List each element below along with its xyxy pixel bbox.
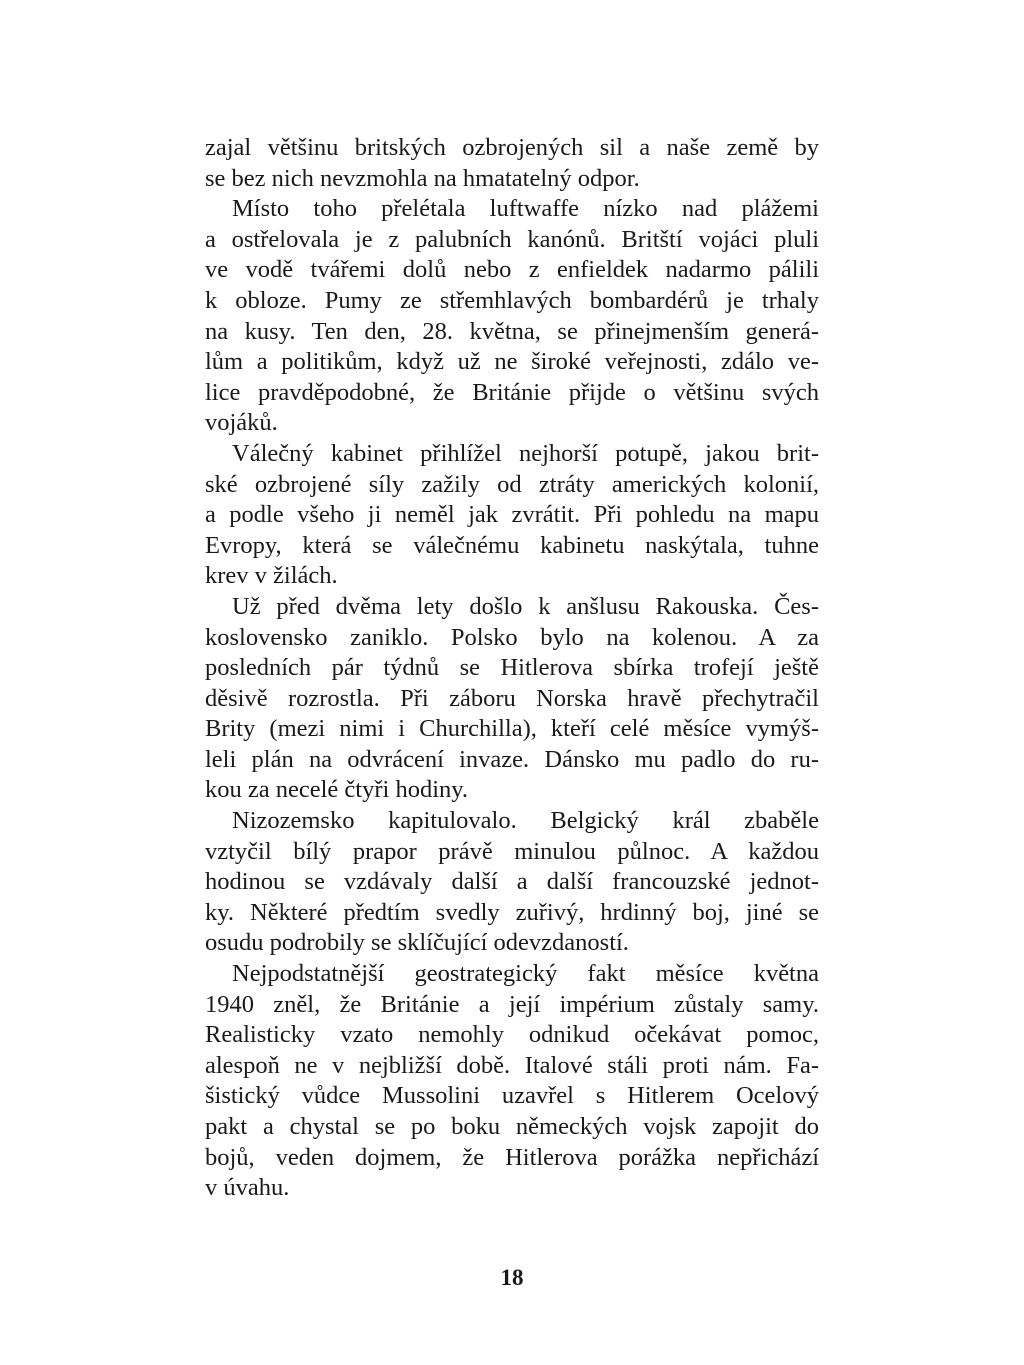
text-line: a podle všeho ji neměl jak zvrátit. Při pohledu na mapu: [205, 501, 819, 529]
text-line: k obloze. Pumy ze střemhlavých bombardérů je trhaly: [205, 286, 819, 314]
text-line: bojů, veden dojmem, že Hitlerova porážka nepřichází: [205, 1143, 819, 1171]
text-line: a ostřelovala je z palubních kanónů. Britští vojáci pluli: [205, 225, 819, 253]
text-line: krev v žilách.: [205, 562, 338, 590]
text-line: ky. Některé předtím svedly zuřivý, hrdinný boj, jiné se: [205, 898, 819, 926]
text-line: ve vodě tvářemi dolů nebo z enfieldek nadarmo pálili: [205, 256, 819, 284]
text-line: Brity (mezi nimi i Churchilla), kteří celé měsíce vymýš-: [205, 715, 819, 743]
text-line: zajal většinu britských ozbrojených sil a naše země by: [205, 134, 819, 161]
text-line: na kusy. Ten den, 28. května, se přinejmenším generá-: [205, 317, 819, 345]
text-line: 1940 zněl, že Británie a její impérium zůstaly samy.: [205, 990, 819, 1018]
text-line: se bez nich nevzmohla na hmatatelný odpor.: [205, 164, 640, 192]
paragraph-3: [205, 439, 819, 592]
text-line: Nejpodstatnější geostrategický fakt měsíce května: [232, 960, 819, 988]
text-line: pakt a chystal se po boku německých vojsk zapojit do: [205, 1113, 819, 1140]
text-line: Už před dvěma lety došlo k anšlusu Rakouska. Čes-: [232, 592, 819, 620]
text-line: koslovensko zaniklo. Polsko bylo na kolenou. A za: [205, 623, 819, 651]
text-line: hodinou se vzdávaly další a další francouzské jednot-: [205, 868, 819, 896]
paragraph-5: [205, 806, 819, 959]
text-line: alespoň ne v nejbližší době. Italové stáli proti nám. Fa-: [205, 1051, 819, 1079]
text-line: Realisticky vzato nemohly odnikud očekávat pomoc,: [205, 1021, 819, 1049]
text-line: kou za necelé čtyři hodiny.: [205, 776, 469, 804]
text-line: lům a politikům, když už ne široké veřejnosti, zdálo ve-: [205, 348, 819, 376]
paragraph-6: [205, 959, 819, 1204]
paragraph-4: [205, 592, 819, 806]
text-line: lice pravděpodobné, že Británie přijde o většinu svých: [205, 378, 819, 406]
text-line: leli plán na odvrácení invaze. Dánsko mu padlo do ru-: [205, 745, 819, 773]
page-body: [205, 133, 819, 1204]
text-line: v úvahu.: [205, 1174, 290, 1202]
text-line: Evropy, která se válečnému kabinetu naskýtala, tuhne: [205, 531, 819, 559]
text-line: děsivě rozrostla. Při záboru Norska hravě přechytračil: [205, 684, 819, 712]
text-line: posledních pár týdnů se Hitlerova sbírka trofejí ještě: [205, 654, 819, 682]
text-line: Místo toho přelétala luftwaffe nízko nad plážemi: [232, 195, 819, 223]
text-line: Válečný kabinet přihlížel nejhorší potupě, jakou brit-: [232, 439, 819, 467]
paragraph-2: [205, 194, 819, 439]
paragraph-1: [205, 133, 819, 194]
text-line: vojáků.: [205, 409, 278, 437]
text-line: ské ozbrojené síly zažily od ztráty amerických kolonií,: [205, 470, 819, 498]
text-line: šistický vůdce Mussolini uzavřel s Hitlerem Ocelový: [205, 1082, 819, 1110]
text-line: vztyčil bílý prapor právě minulou půlnoc. A každou: [205, 837, 819, 865]
page-number: 18: [500, 1265, 524, 1290]
text-line: Nizozemsko kapitulovalo. Belgický král zbaběle: [232, 807, 819, 835]
text-line: osudu podrobily se sklíčující odevzdaností.: [205, 929, 629, 957]
